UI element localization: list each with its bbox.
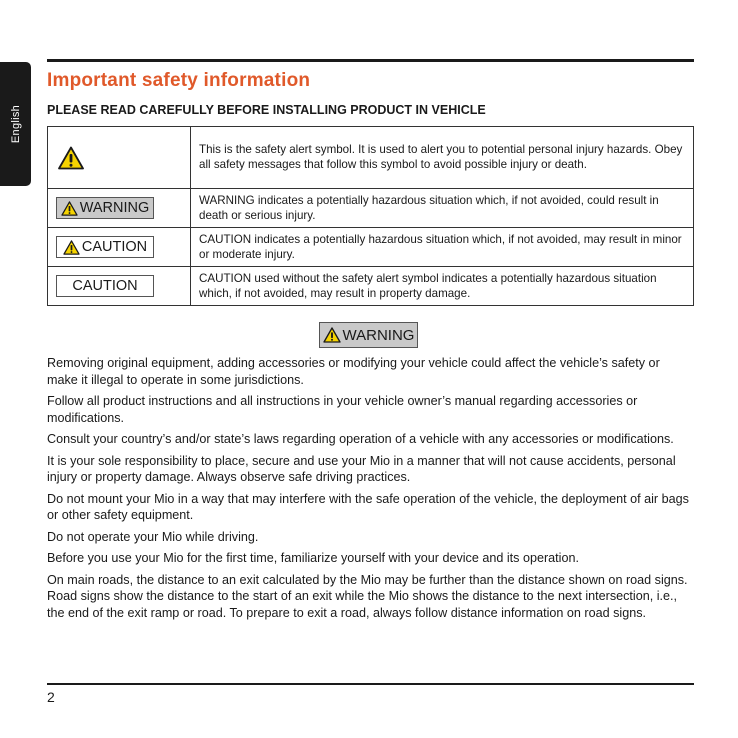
symbol-cell bbox=[48, 267, 191, 306]
symbol-description: WARNING indicates a potentially hazardous situation which, if not avoided, could result in death or serious injury. bbox=[191, 189, 694, 228]
table-row bbox=[48, 267, 694, 306]
paragraph: Before you use your Mio for the first time, familiarize yourself with your device and its operation. bbox=[47, 551, 579, 565]
caution-label-text: CAUTION bbox=[72, 278, 138, 294]
symbol-description: This is the safety alert symbol. It is used to alert you to potential personal injury hazards. Obey all safety messages that follow this symbol to avoid possible injury or death. bbox=[191, 127, 694, 189]
safety-alert-triangle-icon bbox=[61, 201, 78, 216]
symbol-description: CAUTION indicates a potentially hazardous situation which, if not avoided, may result in minor or moderate injury. bbox=[191, 228, 694, 267]
paragraph: On main roads, the distance to an exit calculated by the Mio may be further than the distance shown on road signs. Road signs show the distance to the start of an exit while the Mio shows the distance to the next intersection, i.e., the end of the exit ramp or road. To prepare to exit a road, always follow distance information on road signs. bbox=[47, 572, 688, 620]
bottom-divider bbox=[47, 683, 694, 685]
paragraph: It is your sole responsibility to place, secure and use your Mio in a manner that will not cause accidents, personal injury or property damage. Always observe safe driving practices. bbox=[47, 453, 676, 484]
symbol-cell bbox=[48, 127, 191, 189]
safety-paragraphs bbox=[47, 355, 694, 626]
safety-symbols-table bbox=[47, 126, 694, 306]
symbol-description: CAUTION used without the safety alert symbol indicates a potentially hazardous situation which, if not avoided, may result in property damage. bbox=[191, 267, 694, 306]
safety-alert-triangle-icon bbox=[63, 240, 80, 255]
table-row bbox=[48, 189, 694, 228]
language-tab-label: English bbox=[9, 104, 22, 144]
table-row bbox=[48, 228, 694, 267]
paragraph: Do not operate your Mio while driving. bbox=[47, 529, 259, 544]
page-title: Important safety information bbox=[47, 70, 311, 91]
paragraph: Removing original equipment, adding accessories or modifying your vehicle could affect the vehicle’s safety or make it illegal to operate in some jurisdictions. bbox=[47, 356, 660, 387]
symbol-cell bbox=[48, 189, 191, 228]
warning-label bbox=[319, 322, 418, 348]
warning-label-text: WARNING bbox=[342, 326, 415, 344]
warning-label-text: WARNING bbox=[79, 200, 150, 216]
paragraph: Consult your country’s and/or state’s laws regarding operation of a vehicle with any accessories or modifications. bbox=[47, 432, 674, 446]
safety-alert-triangle-icon bbox=[58, 146, 84, 170]
warning-label bbox=[56, 197, 154, 219]
language-tab[interactable] bbox=[0, 62, 31, 186]
table-row bbox=[48, 127, 694, 189]
safety-alert-triangle-icon bbox=[323, 327, 341, 343]
top-divider bbox=[47, 59, 694, 62]
symbol-cell bbox=[48, 228, 191, 267]
caution-label-text: CAUTION bbox=[81, 239, 148, 255]
warning-banner bbox=[319, 322, 418, 348]
paragraph: Follow all product instructions and all instructions in your vehicle owner’s manual regarding accessories or modifications. bbox=[47, 394, 638, 425]
page-number: 2 bbox=[47, 689, 55, 705]
caution-label bbox=[56, 236, 154, 258]
page-subtitle: PLEASE READ CAREFULLY BEFORE INSTALLING PRODUCT IN VEHICLE bbox=[47, 103, 486, 117]
paragraph: Do not mount your Mio in a way that may interfere with the safe operation of the vehicle, the deployment of air bags or other safety equipment. bbox=[47, 491, 689, 522]
caution-label-no-symbol bbox=[56, 275, 154, 297]
